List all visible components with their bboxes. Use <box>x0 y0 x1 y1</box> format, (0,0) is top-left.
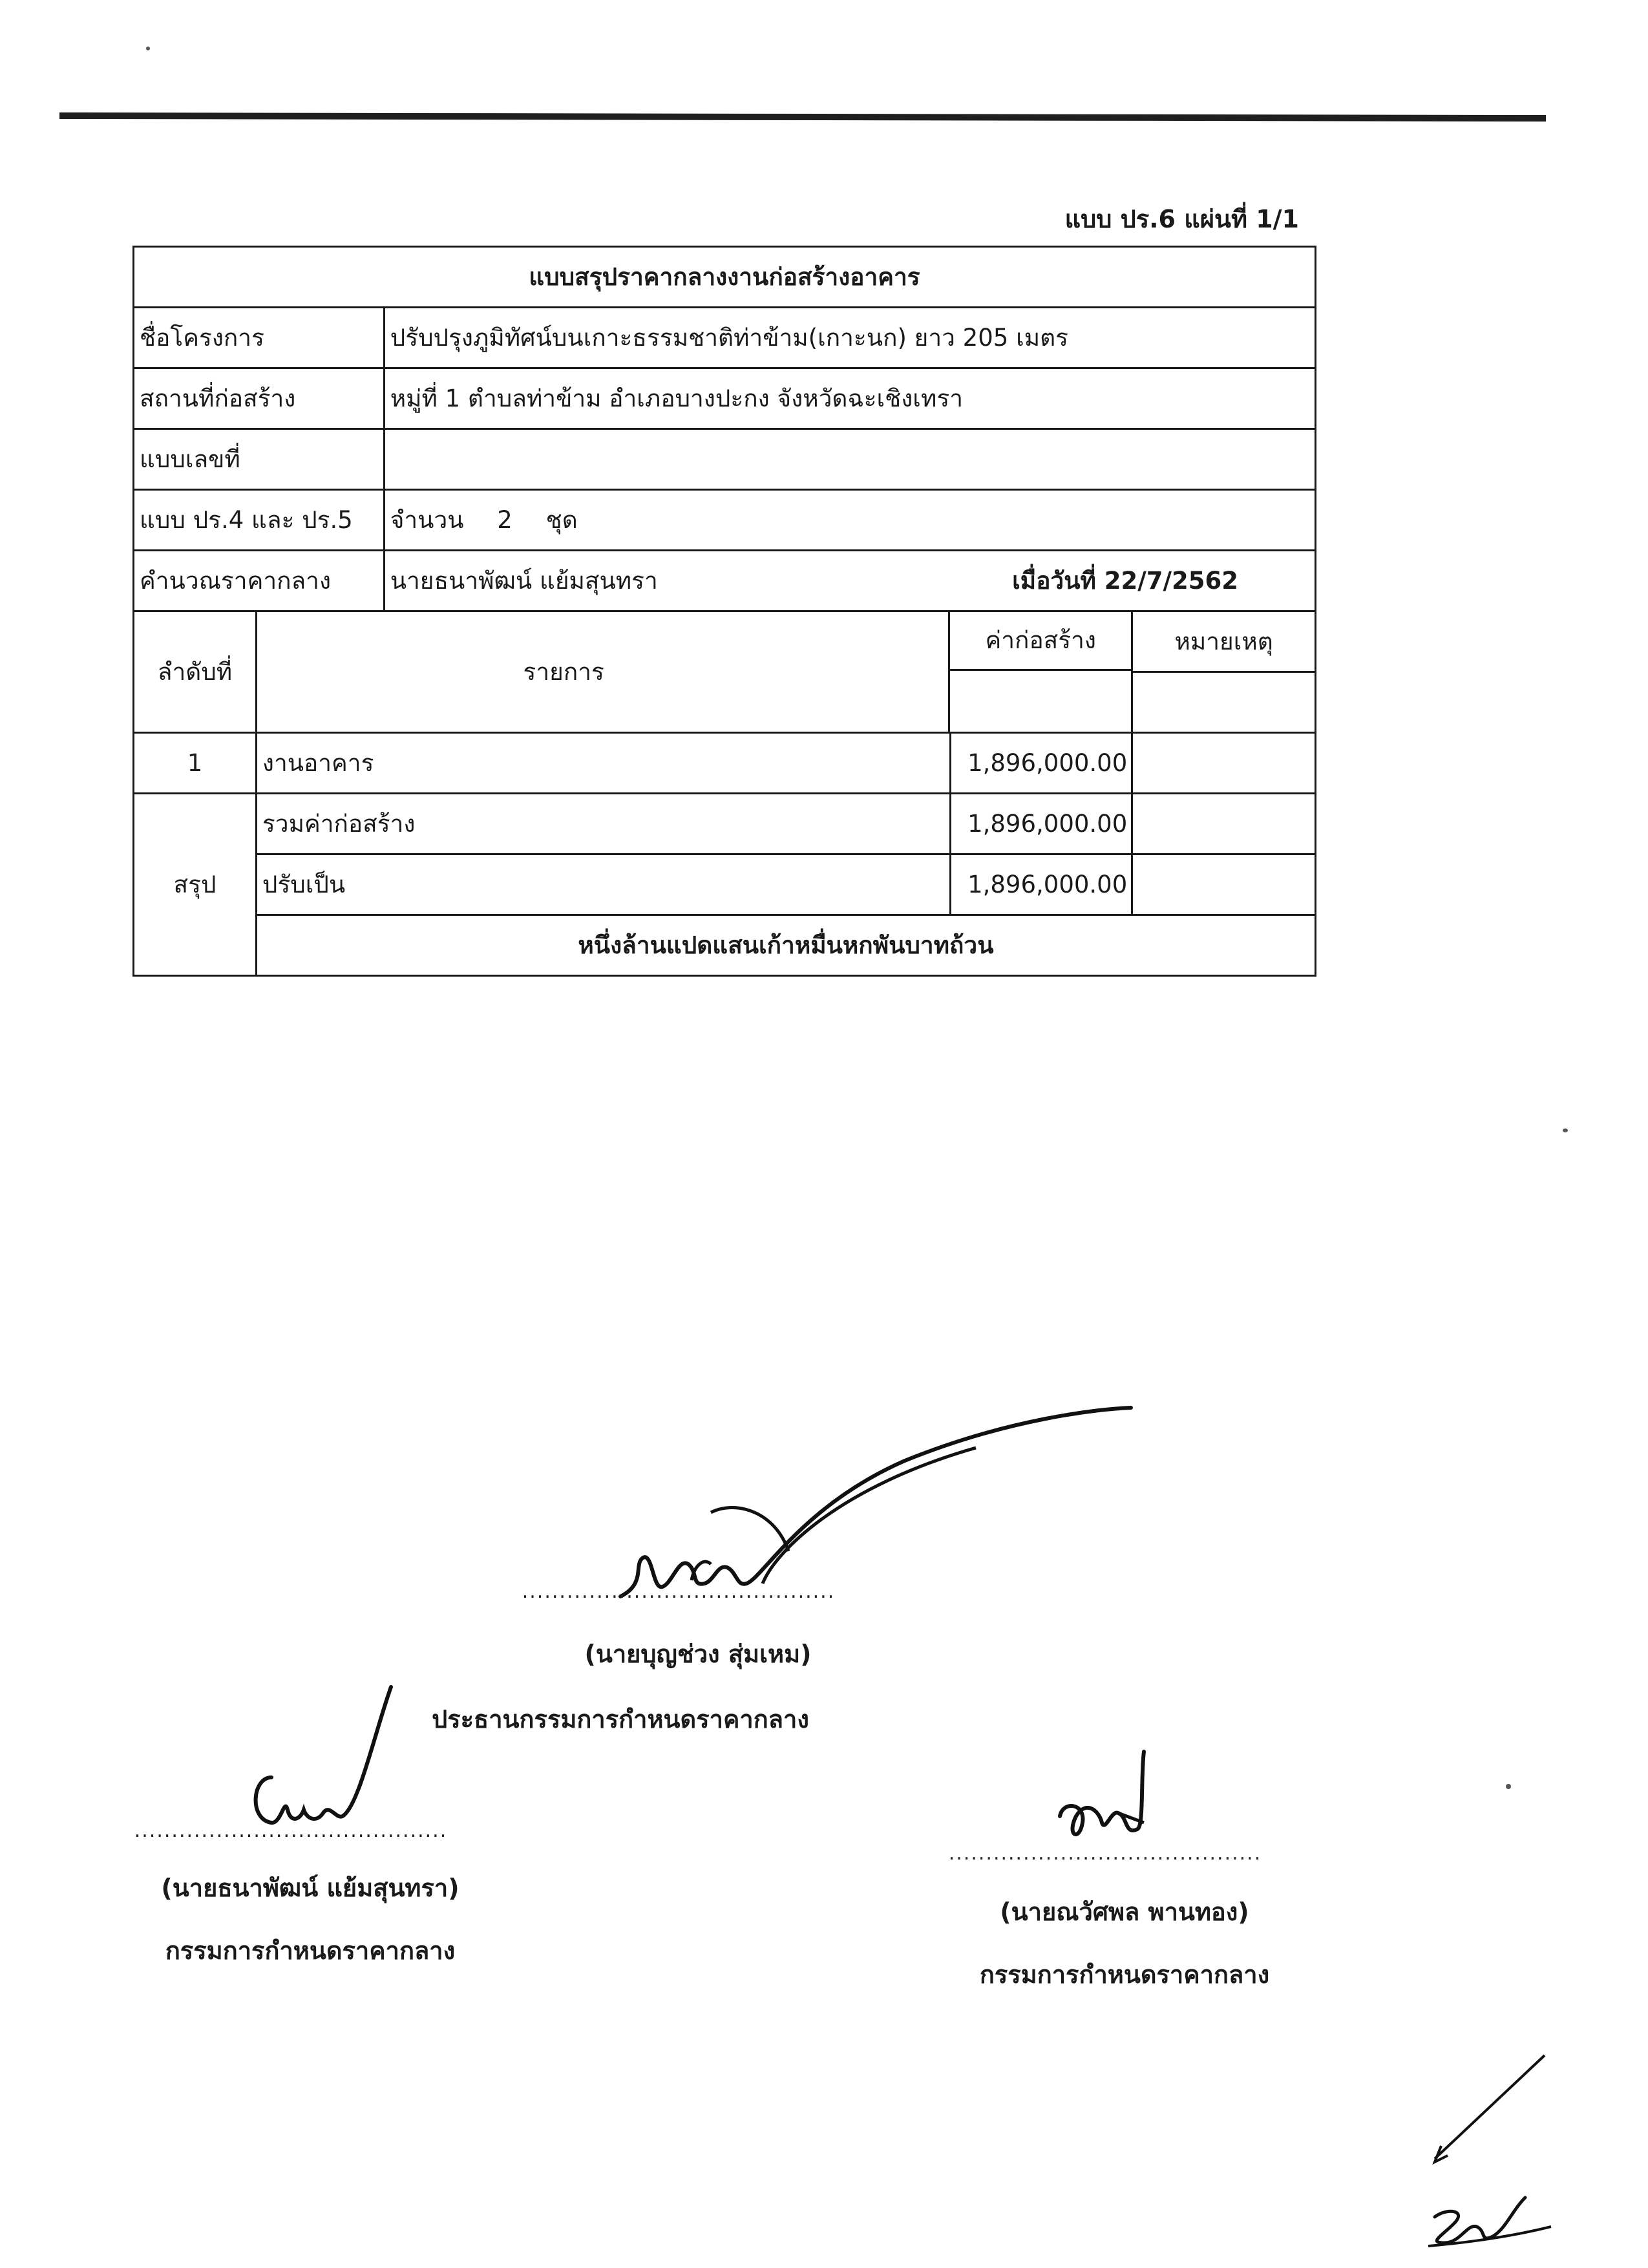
member-left-name: (นายธนาพัฒน์ แย้มสุนทรา) <box>161 1874 460 1902</box>
scan-speck <box>1563 1129 1568 1132</box>
summary-label: สรุป <box>134 794 257 976</box>
col-item-header <box>384 611 1132 733</box>
row-no: 1 <box>134 733 257 794</box>
column-header-row <box>134 611 1316 672</box>
forms-qty: 2 <box>497 506 512 534</box>
calc-value <box>384 551 1315 611</box>
table-title: แบบสรุปราคากลางงานก่อสร้างอาคาร <box>134 247 1316 308</box>
member-left-title: กรรมการกำหนดราคากลาง <box>165 1936 456 1965</box>
calc-row <box>134 551 1316 611</box>
member-right-name: (นายณวัศพล พานทอง) <box>1000 1898 1249 1926</box>
col-cost-header <box>948 612 1131 732</box>
chair-signature-block <box>432 1580 905 1739</box>
form-code: แบบ ปร.6 แผ่นที่ 1/1 <box>1064 205 1299 233</box>
chair-signature-line: .......................................... <box>522 1580 836 1603</box>
col-note-blank <box>1132 672 1316 733</box>
col-item-label: รายการ <box>523 658 604 686</box>
row-note <box>1132 733 1316 794</box>
total-value: 1,896,000.00 <box>949 794 1131 853</box>
total-row <box>134 794 1316 854</box>
col-no-header: ลำดับที่ <box>134 611 257 733</box>
total-note <box>1132 794 1316 854</box>
header-rule <box>59 112 1546 122</box>
member-left-signature-line: .......................................... <box>134 1819 448 1842</box>
forms-qty-prefix: จำนวน <box>390 506 464 534</box>
col-cost-label: ค่าก่อสร้าง <box>950 612 1131 671</box>
member-right-title: กรรมการกำหนดราคากลาง <box>979 1960 1270 1989</box>
project-row <box>134 308 1316 368</box>
chair-name: (นายบุญช่วง สุ่มเหม) <box>584 1640 812 1668</box>
scan-speck <box>1506 1784 1511 1789</box>
rounded-note <box>1132 854 1316 915</box>
row-item: งานอาคาร <box>262 749 374 777</box>
col-item-header-left <box>256 611 384 733</box>
project-label: ชื่อโครงการ <box>134 308 385 368</box>
rounded-value: 1,896,000.00 <box>949 855 1131 914</box>
scan-speck <box>146 47 150 50</box>
location-label: สถานที่ก่อสร้าง <box>134 368 385 429</box>
forms-qty-unit: ชุด <box>545 506 578 534</box>
row-cost: 1,896,000.00 <box>949 734 1131 792</box>
design-no-row <box>134 429 1316 490</box>
design-no-value <box>384 429 1315 490</box>
total-cell <box>256 794 1132 854</box>
member-right-signature-line: .......................................... <box>948 1842 1262 1865</box>
calc-label: คำนวณราคากลาง <box>134 551 385 611</box>
words-row <box>134 915 1316 976</box>
total-label: รวมค่าก่อสร้าง <box>262 810 416 838</box>
amount-in-words: หนึ่งล้านแปดแสนเก้าหมื่นหกพันบาทถ้วน <box>256 915 1315 976</box>
rounded-label: ปรับเป็น <box>262 871 346 898</box>
location-value: หมู่ที่ 1 ตำบลท่าข้าม อำเภอบางปะกง จังหวัดฉะเชิงเทรา <box>384 368 1315 429</box>
price-summary-table <box>132 246 1316 977</box>
member-right-signature-icon <box>1047 1739 1176 1855</box>
chair-signature-icon <box>607 1403 1137 1609</box>
rounded-cell <box>256 854 1132 915</box>
forms-quantity <box>384 490 1315 551</box>
project-value: ปรับปรุงภูมิทัศน์บนเกาะธรรมชาติท่าข้าม(เกาะนก) ยาว 205 เมตร <box>384 308 1315 368</box>
location-row <box>134 368 1316 429</box>
rounded-row <box>134 854 1316 915</box>
table-row <box>134 733 1316 794</box>
initials-mark-icon <box>1415 2049 1564 2256</box>
row-item-cell <box>256 733 1132 794</box>
chair-title: ประธานกรรมการกำหนดราคากลาง <box>432 1705 809 1733</box>
calc-person: นายธนาพัฒน์ แย้มสุนทรา <box>390 567 658 595</box>
forms-row <box>134 490 1316 551</box>
member-left-signature-block <box>116 1819 504 1970</box>
calc-date: เมื่อวันที่ 22/7/2562 <box>1012 567 1238 595</box>
col-note-header: หมายเหตุ <box>1132 611 1316 672</box>
member-left-signature-icon <box>246 1680 401 1836</box>
member-right-signature-block <box>931 1842 1318 1994</box>
design-no-label: แบบเลขที่ <box>134 429 385 490</box>
forms-label: แบบ ปร.4 และ ปร.5 <box>134 490 385 551</box>
